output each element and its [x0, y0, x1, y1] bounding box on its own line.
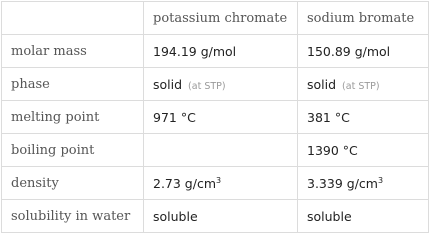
properties-table [1, 1, 429, 233]
table-cell [144, 167, 298, 200]
cell-value: 2.73 g/cm [153, 175, 217, 191]
row-label: molar mass [2, 35, 144, 68]
table-cell [298, 68, 429, 101]
cell-value: solid [153, 76, 183, 92]
table-cell: 971 °C [144, 101, 298, 134]
table-cell: 150.89 g/mol [298, 35, 429, 68]
header-row [2, 2, 429, 35]
table-cell [298, 167, 429, 200]
row-label: boiling point [2, 134, 144, 167]
table-cell [144, 68, 298, 101]
column-header-potassium-chromate: potassium chromate [144, 2, 298, 35]
row-label: density [2, 167, 144, 200]
table-cell: 381 °C [298, 101, 429, 134]
table-row [2, 68, 429, 101]
corner-cell [2, 2, 144, 35]
cell-value: solid [307, 76, 337, 92]
table-row [2, 167, 429, 200]
table-row [2, 134, 429, 167]
cell-note: (at STP) [342, 80, 380, 92]
table-cell: soluble [298, 200, 429, 233]
row-label: phase [2, 68, 144, 101]
cell-superscript: 3 [216, 175, 222, 185]
table-row [2, 101, 429, 134]
cell-value: 3.339 g/cm [307, 175, 378, 191]
table-cell: 1390 °C [298, 134, 429, 167]
row-label: melting point [2, 101, 144, 134]
table-row [2, 35, 429, 68]
row-label: solubility in water [2, 200, 144, 233]
table-cell: 194.19 g/mol [144, 35, 298, 68]
cell-note: (at STP) [188, 80, 226, 92]
table-cell: soluble [144, 200, 298, 233]
cell-superscript: 3 [377, 175, 384, 185]
table-row [2, 200, 429, 233]
column-header-sodium-bromate: sodium bromate [298, 2, 429, 35]
table-cell [144, 134, 298, 167]
